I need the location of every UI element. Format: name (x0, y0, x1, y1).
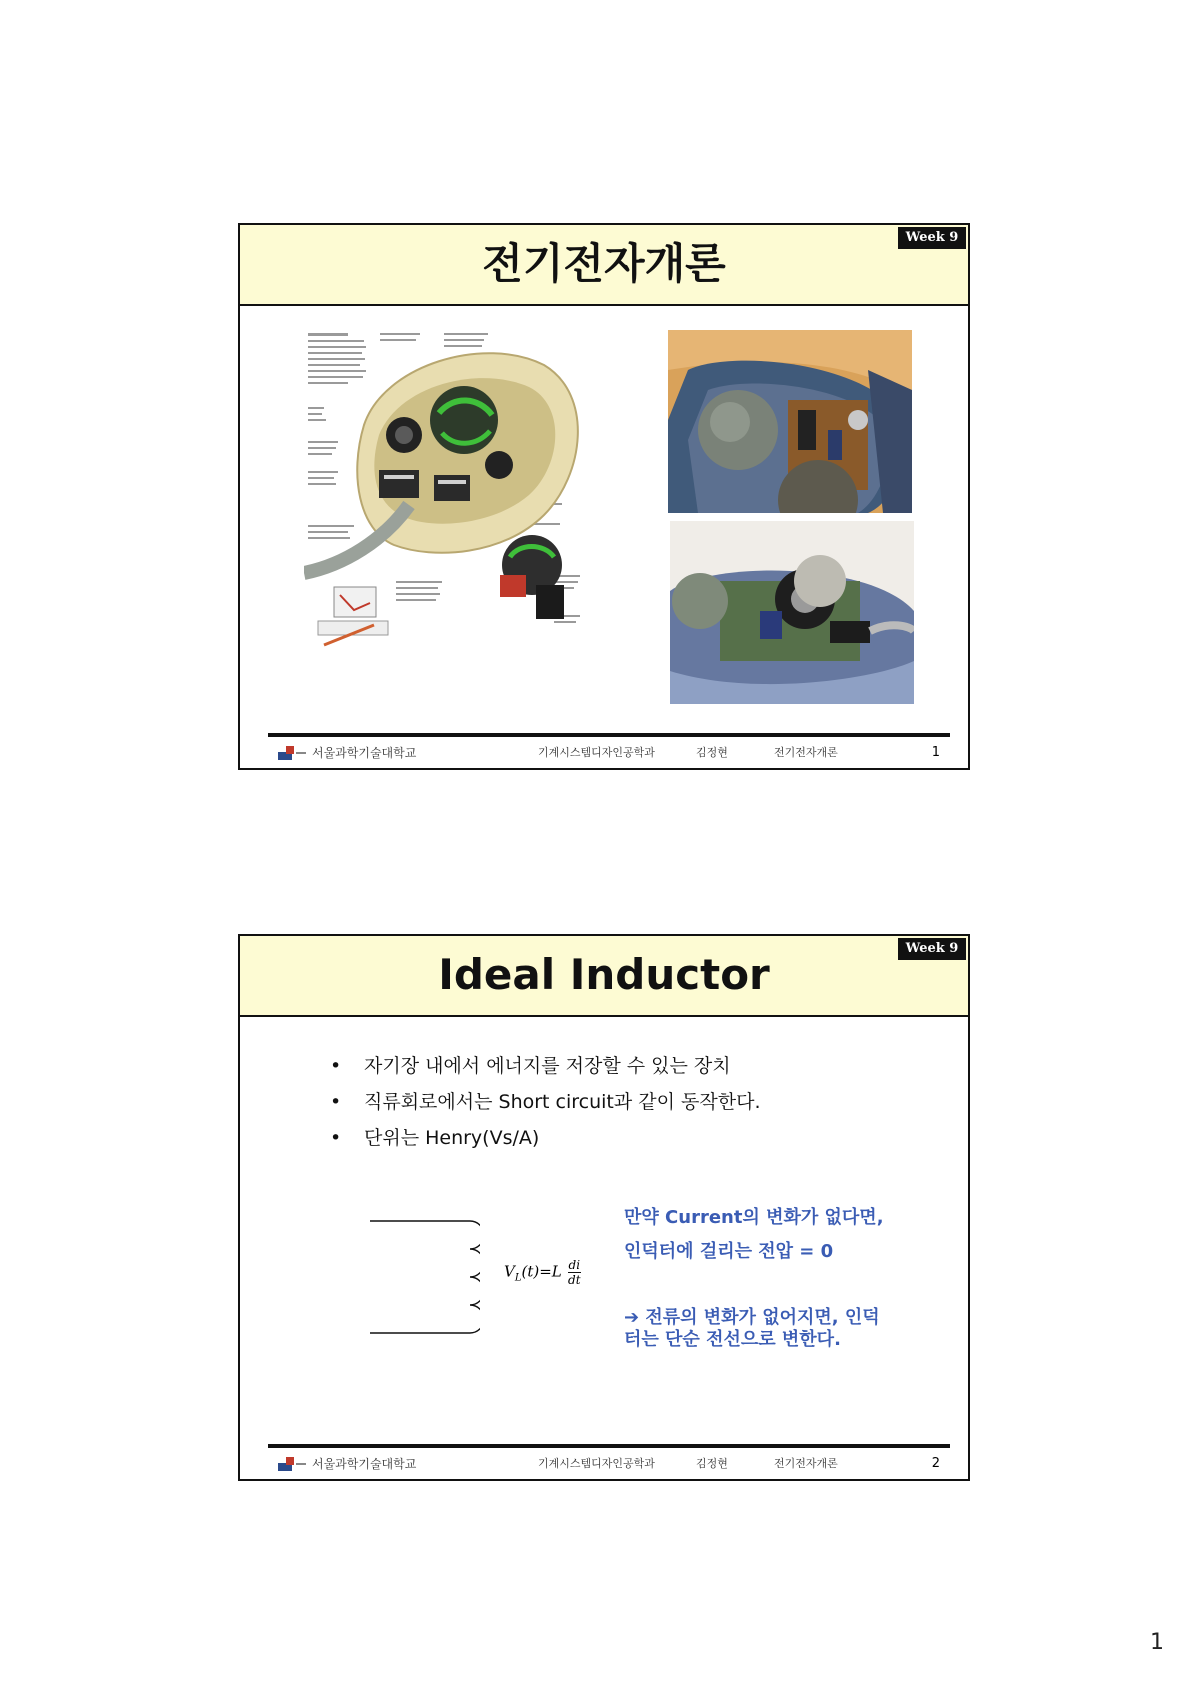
formula-coefficient: L (551, 1262, 562, 1281)
mouse-internal-photo-bottom (670, 521, 914, 704)
note-line-1: 만약 Current의 변화가 없다면, (624, 1207, 884, 1228)
school-name: 서울과학기술대학교 (312, 746, 417, 760)
formula-lhs-subscript: L (514, 1272, 522, 1284)
slide-2 (238, 934, 970, 1481)
slide-page-number: 1 (931, 745, 940, 760)
note-line-3: ➔ 전류의 변화가 없어지면, 인덕 (624, 1307, 880, 1328)
inductor-coil-diagram (370, 1218, 480, 1340)
formula-numerator: di (568, 1258, 581, 1272)
slide-1 (238, 223, 970, 770)
formula-lhs: V (504, 1262, 515, 1281)
school-name: 서울과학기술대학교 (312, 1457, 417, 1471)
footer-department: 기계시스템디자인공학과 (538, 746, 655, 759)
slide-title: 전기전자개론 (482, 239, 726, 288)
slide-page-number: 2 (931, 1456, 940, 1471)
bullet-list (330, 1048, 760, 1156)
inductor-formula (504, 1258, 581, 1289)
slide-footer (268, 741, 950, 765)
school-logo-icon (278, 1455, 308, 1473)
formula-lhs-arg: (t)= (521, 1262, 552, 1281)
formula-fraction (568, 1258, 582, 1287)
list-item: • 직류회로에서는 Short circuit과 같이 동작한다. (330, 1084, 760, 1120)
slide-footer (268, 1452, 950, 1476)
slide-title: Ideal Inductor (438, 950, 770, 999)
footer-course: 전기전자개론 (774, 746, 838, 759)
slide-title-bar (240, 225, 968, 306)
mouse-cutaway-illustration (304, 325, 604, 695)
page-number: 1 (1150, 1630, 1164, 1655)
list-item: • 자기장 내에서 에너지를 저장할 수 있는 장치 (330, 1048, 760, 1084)
week-badge: Week 9 (898, 938, 966, 960)
footer-divider (268, 733, 950, 737)
school-logo-icon (278, 744, 308, 762)
slide-title-bar (240, 936, 968, 1017)
week-badge: Week 9 (898, 227, 966, 249)
footer-author: 김정현 (696, 746, 728, 759)
formula-denominator: dt (568, 1273, 581, 1287)
mouse-internal-photo-top (668, 330, 912, 513)
footer-course: 전기전자개론 (774, 1457, 838, 1470)
footer-department: 기계시스템디자인공학과 (538, 1457, 655, 1470)
footer-divider (268, 1444, 950, 1448)
note-line-2: 인덕터에 걸리는 전압 = 0 (624, 1241, 834, 1262)
list-item: • 단위는 Henry(Vs/A) (330, 1120, 760, 1156)
note-line-4: 터는 단순 전선으로 변한다. (624, 1329, 841, 1350)
footer-author: 김정현 (696, 1457, 728, 1470)
